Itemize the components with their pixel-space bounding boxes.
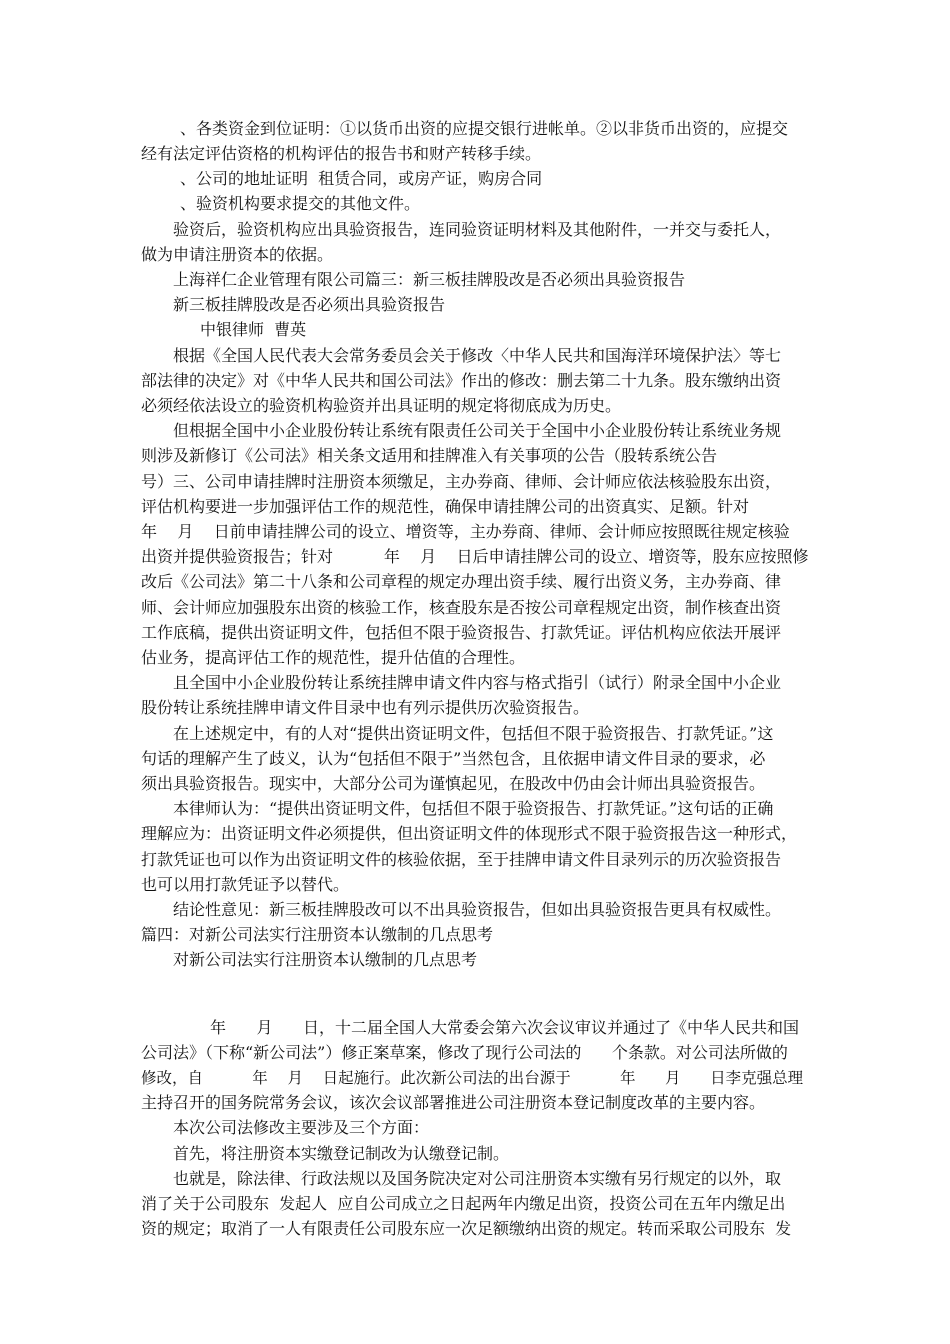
text-line: 首先，将注册资本实缴登记制改为认缴登记制。 (173, 1144, 510, 1163)
text-line: 结论性意见：新三板挂牌股改可以不出具验资报告，但如出具验资报告更具有权威性。 (173, 900, 782, 919)
text-line: 做为申请注册资本的依据。 (141, 245, 334, 264)
text-line: 出资并提供验资报告；针对 年 月 日后申请挂牌公司的设立、增资等，股东应按照修 (141, 547, 809, 566)
text-line: 且全国中小企业股份转让系统挂牌申请文件内容与格式指引（试行）附录全国中小企业 (173, 673, 782, 692)
text-line: 打款凭证也可以作为出资证明文件的核验依据，至于挂牌申请文件目录列示的历次验资报告 (141, 850, 782, 869)
text-line: 须出具验资报告。现实中，大部分公司为谨慎起见，在股改中仍由会计师出具验资报告。 (141, 774, 766, 793)
text-line: 也可以用打款凭证予以替代。 (141, 875, 350, 894)
text-line: 必须经依法设立的验资机构验资并出具证明的规定将彻底成为历史。 (141, 396, 622, 415)
text-line: 也就是，除法律、行政法规以及国务院决定对公司注册资本实缴有另行规定的以外，取 (173, 1169, 782, 1188)
text-line: 理解应为：出资证明文件必须提供，但出资证明文件的体现形式不限于验资报告这一种形式， (141, 824, 798, 843)
text-line: 但根据全国中小企业股份转让系统有限责任公司关于全国中小企业股份转让系统业务规 (173, 421, 782, 440)
text-line: 、公司的地址证明 租赁合同，或房产证，购房合同 (180, 169, 543, 188)
text-line: 评估机构要进一步加强评估工作的规范性，确保申请挂牌公司的出资真实、足额。针对 (141, 497, 750, 516)
text-line: 、各类资金到位证明：①以货币出资的应提交银行进帐单。②以非货币出资的，应提交 (180, 119, 789, 138)
text-line: 修改，自 年 月 日起施行。此次新公司法的出台源于 年 月 日李克强总理 (141, 1069, 804, 1087)
section-heading: 上海祥仁企业管理有限公司篇三：新三板挂牌股改是否必须出具验资报告 (173, 270, 686, 289)
text-line: 股份转让系统挂牌申请文件目录中也有列示提供历次验资报告。 (141, 698, 590, 717)
article-title: 对新公司法实行注册资本认缴制的几点思考 (173, 950, 478, 969)
text-line: 根据《全国人民代表大会常务委员会关于修改〈中华人民共和国海洋环境保护法〉等七 (173, 346, 782, 365)
text-line: 则涉及新修订《公司法》相关条文适用和挂牌准入有关事项的公告（股转系统公告 (141, 446, 718, 465)
text-line: 公司法》（下称“新公司法”）修正案草案，修改了现行公司法的 个条款。对公司法所做的 (141, 1043, 788, 1062)
text-line: 消了关于公司股东 发起人 应自公司成立之日起两年内缴足出资，投资公司在五年内缴足出 (141, 1194, 786, 1213)
text-line: 估业务，提高评估工作的规范性，提升估值的合理性。 (141, 648, 526, 667)
text-line: 本律师认为：“提供出资证明文件，包括但不限于验资报告、打款凭证。”这句话的正确 (173, 799, 774, 818)
text-line: 、验资机构要求提交的其他文件。 (180, 194, 421, 213)
text-line: 在上述规定中，有的人对“提供出资证明文件，包括但不限于验资报告、打款凭证。”这 (173, 724, 774, 743)
text-line: 年 月 日前申请挂牌公司的设立、增资等，主办券商、律师、会计师应按照既往规定核验 (141, 522, 790, 541)
text-line: 年 月 日，十二届全国人大常委会第六次会议审议并通过了《中华人民共和国 (210, 1018, 800, 1037)
text-line: 号）三、公司申请挂牌时注册资本须缴足，主办券商、律师、会计师应依法核验股东出资， (141, 472, 782, 491)
text-line: 改后《公司法》第二十八条和公司章程的规定办理出资手续、履行出资义务，主办券商、律 (141, 572, 782, 591)
text-line: 工作底稿，提供出资证明文件，包括但不限于验资报告、打款凭证。评估机构应依法开展评 (141, 623, 782, 642)
text-line: 师、会计师应加强股东出资的核验工作，核查股东是否按公司章程规定出资，制作核查出资 (141, 598, 782, 617)
section-heading: 篇四：对新公司法实行注册资本认缴制的几点思考 (141, 925, 494, 944)
text-line: 经有法定评估资格的机构评估的报告书和财产转移手续。 (141, 144, 542, 163)
text-line: 句话的理解产生了歧义，认为“包括但不限于”当然包含，且依据申请文件目录的要求，必 (141, 749, 766, 768)
text-line: 主持召开的国务院常务会议，该次会议部署推进公司注册资本登记制度改革的主要内容。 (141, 1093, 766, 1112)
text-line: 验资后，验资机构应出具验资报告，连同验资证明材料及其他附件，一并交与委托人， (173, 220, 782, 239)
text-line: 本次公司法修改主要涉及三个方面： (173, 1118, 430, 1137)
article-title: 新三板挂牌股改是否必须出具验资报告 (173, 295, 446, 314)
article-author: 中银律师 曹英 (200, 320, 307, 339)
text-line: 部法律的决定》对《中华人民共和国公司法》作出的修改：删去第二十九条。股东缴纳出资 (141, 371, 782, 390)
text-line: 资的规定；取消了一人有限责任公司股东应一次足额缴纳出资的规定。转而采取公司股东 发 (141, 1219, 792, 1238)
